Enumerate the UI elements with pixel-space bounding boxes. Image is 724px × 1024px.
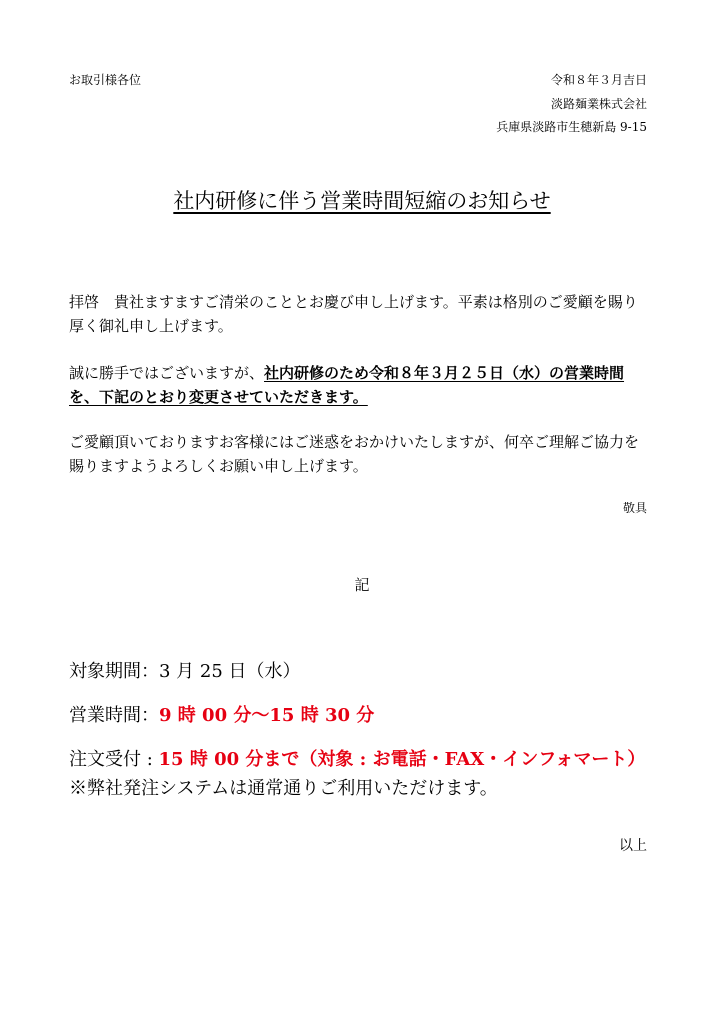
end-word: 以上 — [619, 838, 647, 854]
greeting-paragraph: 拝啓 貴社ますますご清栄のこととお慶び申し上げます。平素は格別のご愛顧を賜り厚く御礼申し上げます。 — [69, 293, 638, 335]
notice-paragraph — [69, 361, 649, 409]
order-row — [69, 746, 645, 774]
date-line: 令和８年３月吉日 — [550, 73, 647, 87]
notice-emphasis: 社内研修のため令和８年３月２５日（水）の営業時間を、下記のとおり変更させていただきます。 — [69, 364, 625, 406]
company-address: 兵庫県淡路市生穂新島 9-15 — [496, 120, 647, 134]
hours-row — [69, 702, 374, 730]
order-label: 注文受付 : — [69, 749, 159, 770]
company-name: 淡路麺業株式会社 — [550, 97, 647, 111]
order-value: 15 時 00 分まで（対象 : お電話・FAX・インフォマート） — [158, 749, 646, 770]
apology-paragraph: ご愛顧頂いておりますお客様にはご迷惑をおかけいたしますが、何卒ご理解ご協力を賜りますようよろしくお願い申し上げます。 — [69, 433, 640, 475]
closing-word: 敬具 — [622, 501, 647, 515]
hours-label: 営業時間： — [69, 705, 159, 726]
hours-value: 9 時 00 分～15 時 30 分 — [159, 705, 375, 726]
period-label: 対象期間： — [69, 661, 159, 682]
recipient-line: お取引様各位 — [69, 73, 142, 87]
notice-prefix: 誠に勝手ではございますが、 — [69, 364, 265, 382]
system-note: ※弊社発注システムは通常通りご利用いただけます。 — [69, 778, 498, 799]
ki-heading: 記 — [354, 576, 370, 594]
period-row — [69, 658, 301, 686]
period-value: 3 月 25 日（水） — [159, 661, 301, 682]
document-title: 社内研修に伴う営業時間短縮のお知らせ — [173, 189, 551, 213]
